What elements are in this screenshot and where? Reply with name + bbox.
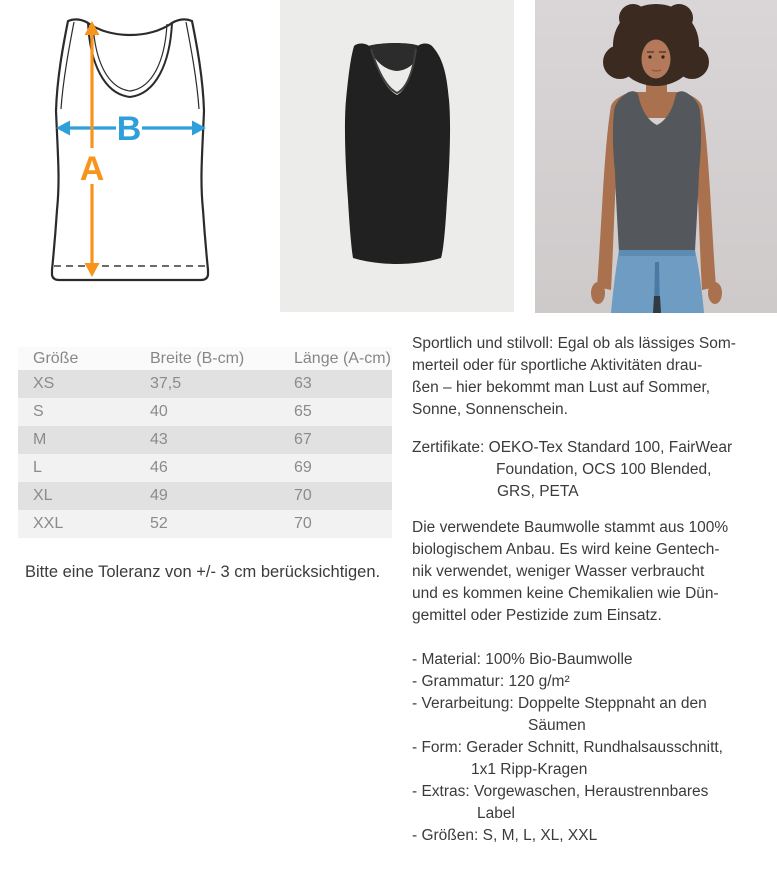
- tolerance-note: Bitte eine Toleranz von +/- 3 cm berücksichtigen.: [25, 563, 381, 581]
- size-cell: L: [33, 459, 42, 476]
- spec-verarbeitung: - Verarbeitung: Doppelte Steppnaht an den: [412, 695, 707, 712]
- spec-grammatur: - Grammatur: 120 g/m²: [412, 673, 570, 690]
- size-table: [18, 347, 392, 538]
- col-header-length: Länge (A-cm): [294, 347, 392, 370]
- model-face: [642, 40, 671, 79]
- table-row: [18, 510, 392, 538]
- cotton-paragraph: Die verwendete Baumwolle stammt aus 100% biologischem Anbau. Es wird keine Gentech- nik verwendet, weniger Wasser verbraucht und es kommen keine Chemikalien wie Dün- gemittel oder Pestizide zum Einsatz.: [412, 519, 729, 624]
- spec-groessen: - Größen: S, M, L, XL, XXL: [412, 827, 598, 844]
- table-row: [18, 482, 392, 510]
- table-row: [18, 370, 392, 398]
- size-measurement-diagram: [30, 8, 230, 300]
- size-cell: XS: [33, 375, 55, 392]
- length-cell: 67: [294, 431, 312, 448]
- model-jeans: [611, 250, 704, 313]
- length-cell: 70: [294, 487, 312, 504]
- tank-outline: [52, 19, 208, 280]
- width-cell: 43: [150, 431, 168, 448]
- width-cell: 46: [150, 459, 168, 476]
- width-cell: 40: [150, 403, 168, 420]
- flat-product-photo: [280, 0, 514, 312]
- intro-paragraph: Sportlich und stilvoll: Egal ob als lässiges Som- merteil oder für sportliche Aktivitäten drau- ßen – hier bekommt man Lust auf Sommer, Sonne, Sonnenschein.: [412, 335, 736, 418]
- width-label: B: [116, 110, 142, 148]
- length-cell: 65: [294, 403, 312, 420]
- size-cell: XL: [33, 487, 53, 504]
- size-table-header-row: [18, 347, 392, 370]
- length-cell: 63: [294, 375, 312, 392]
- table-row: [18, 454, 392, 482]
- spec-list: - Material: 100% Bio-Baumwolle - Grammatur: 120 g/m² - Verarbeitung: Doppelte Steppnaht an den Säumen - Form: Gerader Schnitt, Rundhalsausschnitt, 1x1 Ripp-Kragen - Extras: Vorgewaschen, Heraustrennbares Label - Größen: S, M, L, XL, XXL: [412, 649, 774, 847]
- length-label: A: [79, 150, 105, 188]
- table-row: [18, 426, 392, 454]
- certificates-paragraph: Zertifikate: OEKO-Tex Standard 100, FairWear Foundation, OCS 100 Blended, GRS, PETA: [412, 439, 733, 500]
- spec-extras: - Extras: Vorgewaschen, Heraustrennbares: [412, 783, 709, 800]
- col-header-size: Größe: [18, 347, 150, 370]
- size-cell: M: [33, 431, 47, 448]
- size-cell: XXL: [33, 515, 64, 532]
- product-description: [412, 333, 774, 847]
- model-photo: [535, 0, 777, 313]
- spec-form: - Form: Gerader Schnitt, Rundhalsausschnitt,: [412, 739, 723, 756]
- col-header-width: Breite (B-cm): [150, 347, 294, 370]
- width-cell: 52: [150, 515, 168, 532]
- size-cell: S: [33, 403, 44, 420]
- length-cell: 69: [294, 459, 312, 476]
- spec-material: - Material: 100% Bio-Baumwolle: [412, 651, 633, 668]
- table-row: [18, 398, 392, 426]
- length-cell: 70: [294, 515, 312, 532]
- width-cell: 49: [150, 487, 168, 504]
- width-cell: 37,5: [150, 375, 182, 392]
